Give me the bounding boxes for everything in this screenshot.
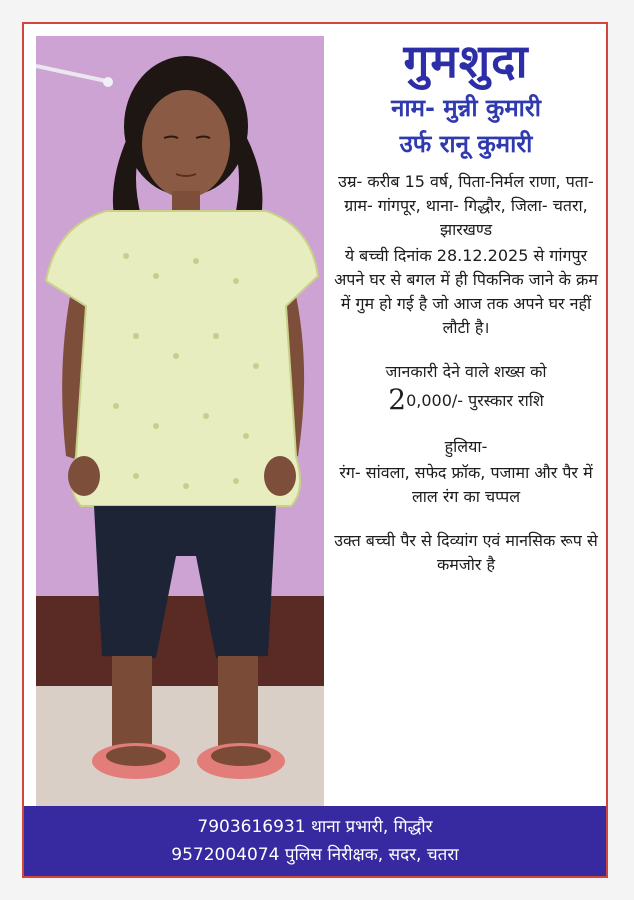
name-line: नाम- मुन्नी कुमारी <box>391 94 541 122</box>
alias-line: उर्फ रानू कुमारी <box>399 130 533 158</box>
missing-info: ये बच्ची दिनांक 28.12.2025 से गांगपुर अपने घर से बगल में ही पिकनिक जाने के क्रम में गुम हो गई है जो आज तक अपने घर नहीं लौटी है। <box>334 246 598 337</box>
contact-line-1: 7903616931 थाना प्रभारी, गिद्धौर <box>197 817 433 837</box>
poster-title: गुमशुदा <box>403 34 529 88</box>
child-photo <box>36 36 324 806</box>
reward-text: जानकारी देने वाले शख्स को <box>385 362 547 381</box>
notice-text-column <box>328 30 604 577</box>
child-photo-illustration <box>36 36 324 806</box>
contact-line-2: 9572004074 पुलिस निरीक्षक, सदर, चतरा <box>171 845 459 865</box>
personal-details: उम्र- करीब 15 वर्ष, पिता-निर्मल राणा, पता- ग्राम- गांगपूर, थाना- गिद्धौर, जिला- चतरा, झारखण्ड <box>338 172 594 239</box>
appearance-title: हुलिया- <box>444 437 488 456</box>
appearance-details: रंग- सांवला, सफेद फ्रॉक, पजामा और पैर में लाल रंग का चप्पल <box>339 463 593 506</box>
reward-line <box>328 358 604 415</box>
reward-handwritten-digit: 2 <box>388 383 407 416</box>
missing-poster <box>22 22 608 878</box>
condition-note: उक्त बच्ची पैर से दिव्यांग एवं मानसिक रूप से कमजोर है <box>334 531 598 574</box>
reward-amount: 0,000/- पुरस्कार राशि <box>406 391 544 410</box>
contact-footer <box>24 806 606 876</box>
